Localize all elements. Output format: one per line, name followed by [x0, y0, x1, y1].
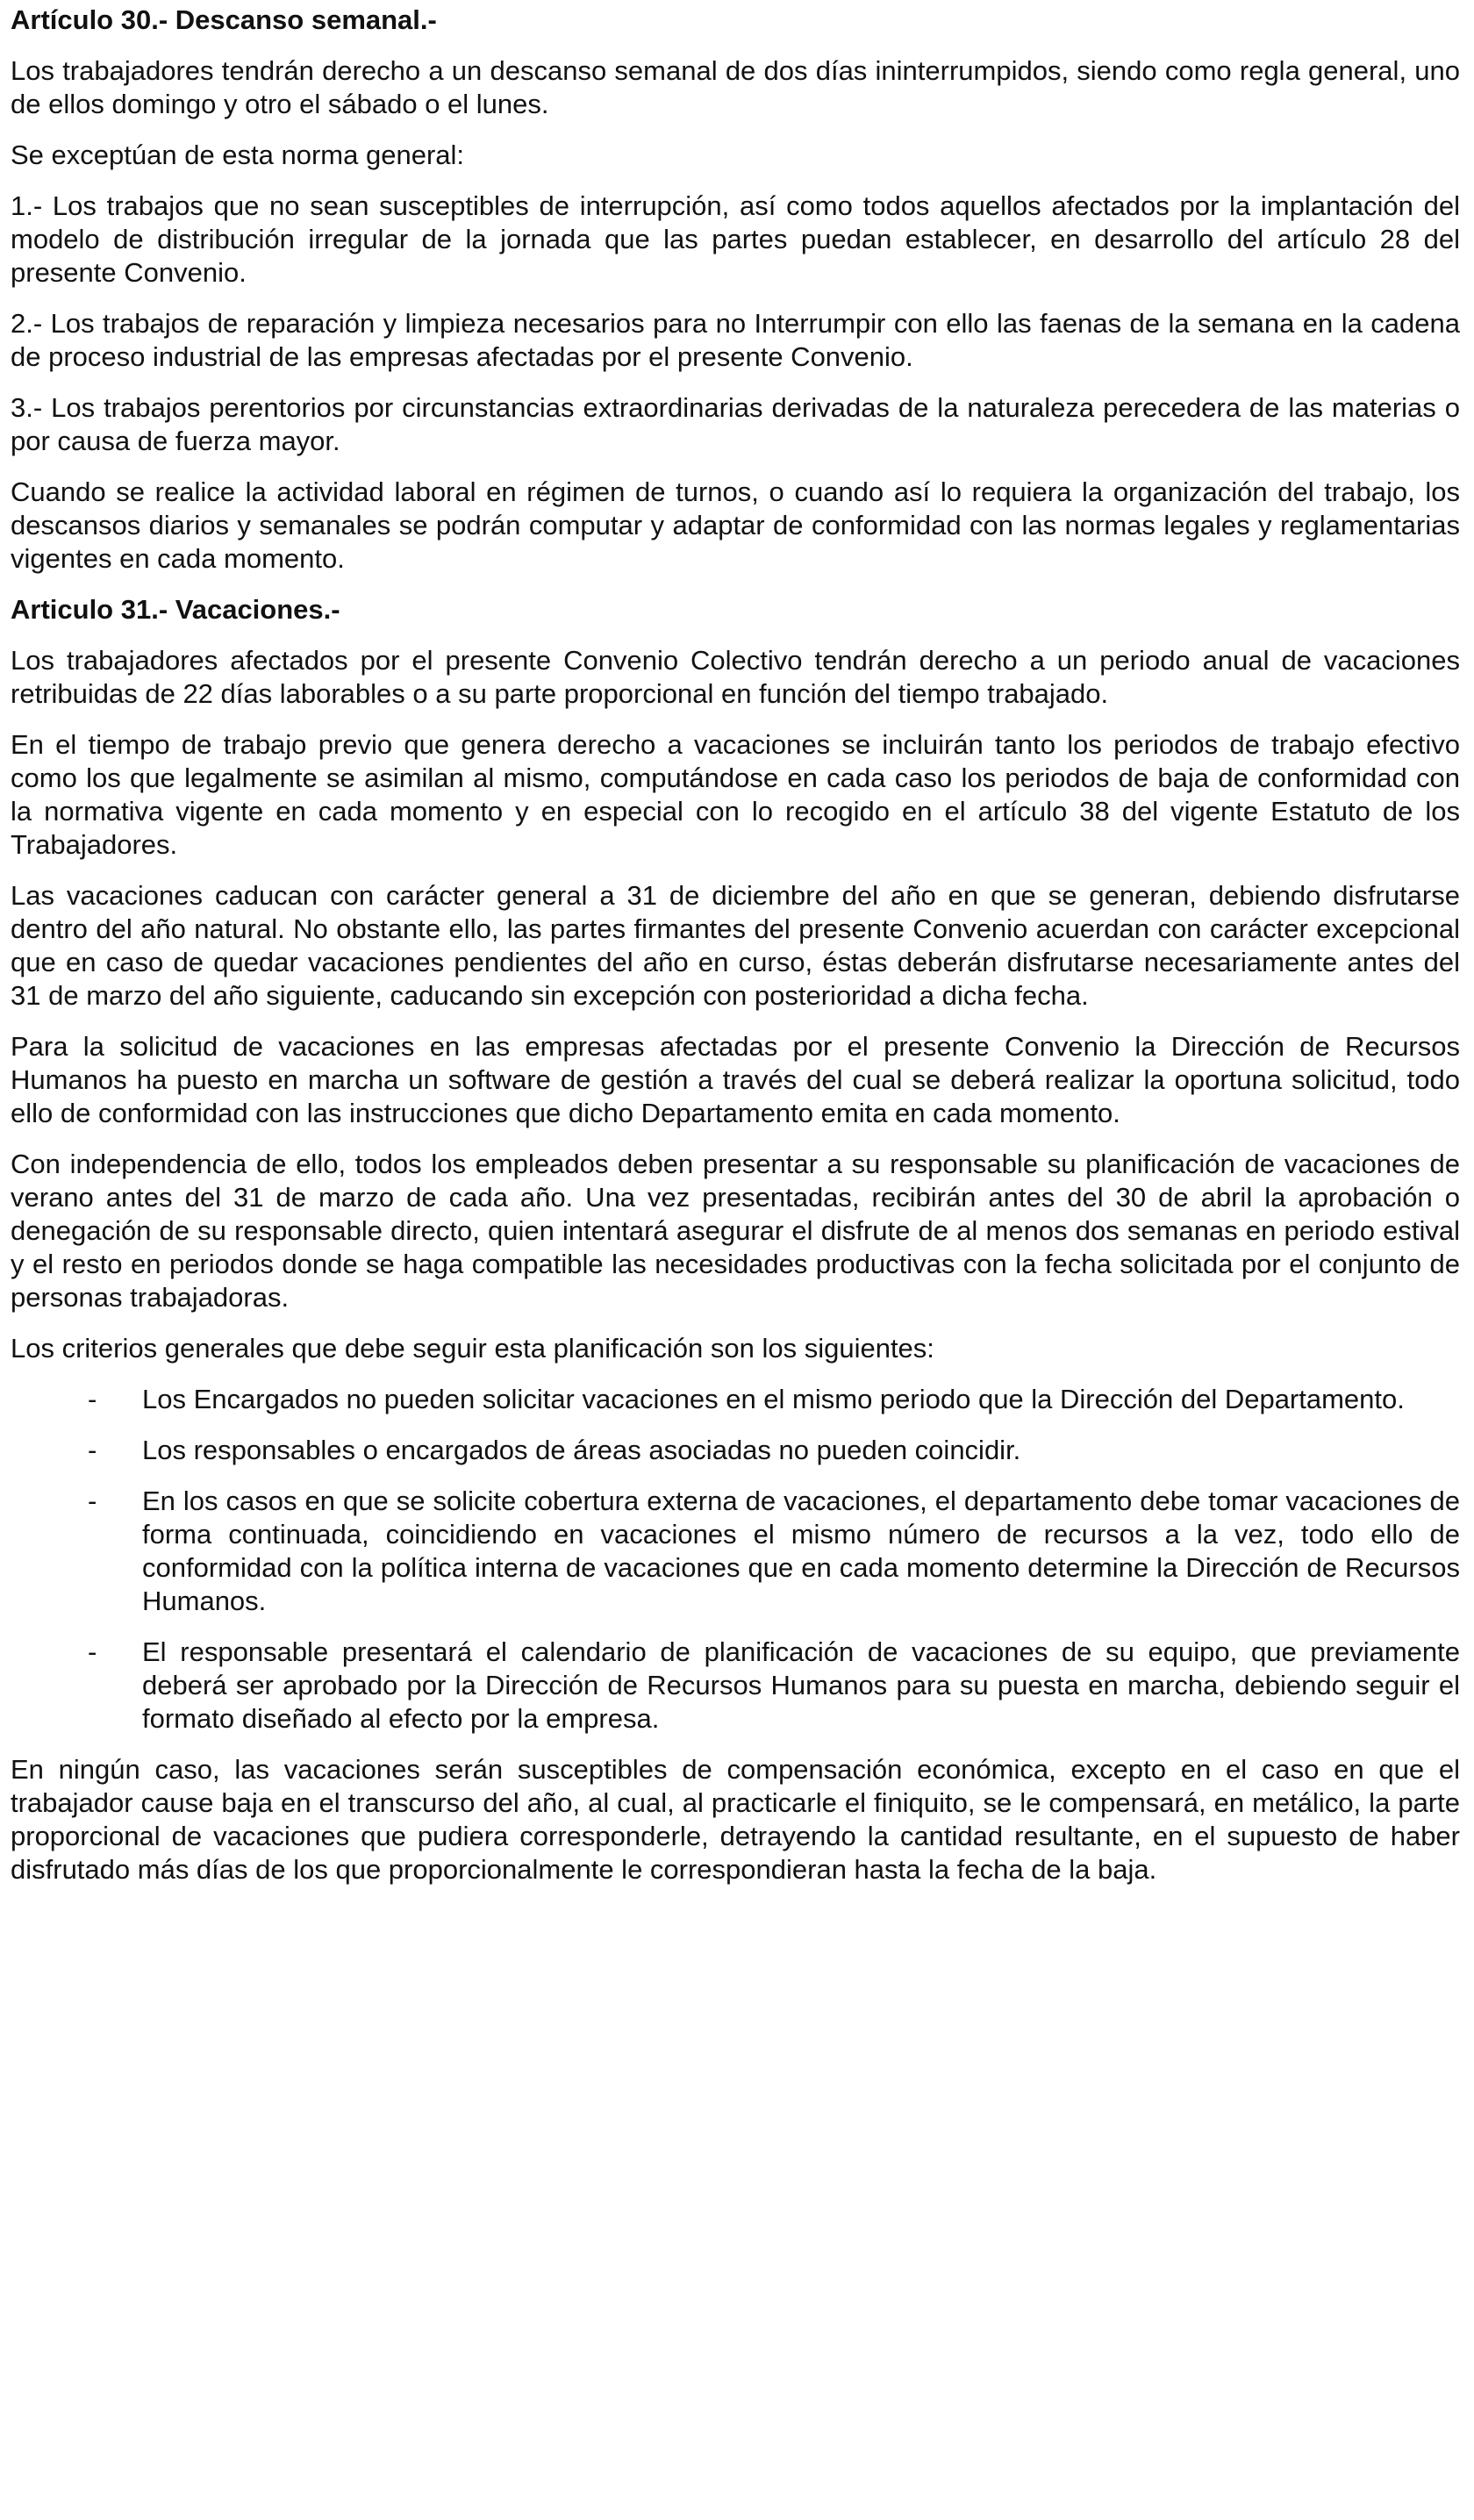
article-31-paragraph-7: En ningún caso, las vacaciones serán susceptibles de compensación económica, excepto en el caso en que el trabajador cause baja en el transcurso del año, al cual, al practicarle el finiquito, se le compensará, en metálico, la parte proporcional de vacaciones que pudiera corresponderle, detrayendo la cantidad resultante, en el supuesto de haber disfrutado más días de los que proporcionalmente le correspondieran hasta la fecha de la baja.: [11, 1754, 1460, 1885]
article-31-paragraph-3: Las vacaciones caducan con carácter general a 31 de diciembre del año en que se generan, debiendo disfrutarse dentro del año natural. No obstante ello, las partes firmantes del presente Convenio acuerdan con carácter excepcional que en caso de quedar vacaciones pendientes del año en curso, éstas deberán disfrutarse necesariamente antes del 31 de marzo del año siguiente, caducando sin excepción con posterioridad a dicha fecha.: [11, 880, 1460, 1011]
criteria-list: [11, 1383, 1460, 1736]
list-item: [11, 1485, 1460, 1618]
article-31-paragraph-5: Con independencia de ello, todos los empleados deben presentar a su responsable su planificación de vacaciones de verano antes del 31 de marzo de cada año. Una vez presentadas, recibirán antes del 30 de abril la aprobación o denegación de su responsable directo, quien intentará asegurar el disfrute de al menos dos semanas en periodo estival y el resto en periodos donde se haga compatible las necesidades productivas con la fecha solicitada por el conjunto de personas trabajadoras.: [11, 1149, 1460, 1313]
bullet-marker: -: [88, 1435, 97, 1465]
list-item-text: Los Encargados no pueden solicitar vacaciones en el mismo periodo que la Dirección del Departamento.: [142, 1384, 1405, 1414]
article-30-paragraph-1: Los trabajadores tendrán derecho a un descanso semanal de dos días ininterrumpidos, siendo como regla general, uno de ellos domingo y otro el sábado o el lunes.: [11, 55, 1460, 119]
list-item-text: El responsable presentará el calendario de planificación de vacaciones de su equipo, que previamente deberá ser aprobado por la Dirección de Recursos Humanos para su puesta en marcha, debiendo seguir el formato diseñado al efecto por la empresa.: [142, 1636, 1460, 1734]
bullet-marker: -: [88, 1384, 97, 1414]
article-31-paragraph-6: Los criterios generales que debe seguir esta planificación son los siguientes:: [11, 1333, 934, 1364]
article-31-paragraph-2: En el tiempo de trabajo previo que genera derecho a vacaciones se incluirán tanto los periodos de trabajo efectivo como los que legalmente se asimilan al mismo, computándose en cada caso los periodos de baja de conformidad con la normativa vigente en cada momento y en especial con lo recogido en el artículo 38 del vigente Estatuto de los Trabajadores.: [11, 729, 1460, 860]
article-30-paragraph-2: Se exceptúan de esta norma general:: [11, 140, 465, 170]
article-30-paragraph-shifts: Cuando se realice la actividad laboral en régimen de turnos, o cuando así lo requiera la organización del trabajo, los descansos diarios y semanales se podrán computar y adaptar de conformidad con las normas legales y reglamentarias vigentes en cada momento.: [11, 476, 1460, 574]
bullet-marker: -: [88, 1636, 97, 1667]
list-item: [11, 1636, 1460, 1736]
article-30-exception-2: 2.- Los trabajos de reparación y limpieza necesarios para no Interrumpir con ello las faenas de la semana en la cadena de proceso industrial de las empresas afectadas por el presente Convenio.: [11, 308, 1460, 372]
article-31-heading: Articulo 31.- Vacaciones.-: [11, 594, 340, 625]
list-item-text: Los responsables o encargados de áreas asociadas no pueden coincidir.: [142, 1435, 1021, 1465]
article-30-heading: Artículo 30.- Descanso semanal.-: [11, 4, 437, 35]
article-31-paragraph-1: Los trabajadores afectados por el presente Convenio Colectivo tendrán derecho a un periodo anual de vacaciones retribuidas de 22 días laborables o a su parte proporcional en función del tiempo trabajado.: [11, 645, 1460, 709]
list-item: [11, 1434, 1460, 1467]
bullet-marker: -: [88, 1486, 97, 1516]
document-page: [11, 0, 1460, 1904]
list-item-text: En los casos en que se solicite cobertura externa de vacaciones, el departamento debe tomar vacaciones de forma continuada, coincidiendo en vacaciones el mismo número de recursos a la vez, todo ello de conformidad con la política interna de vacaciones que en cada momento determine la Dirección de Recursos Humanos.: [142, 1486, 1460, 1616]
list-item: [11, 1383, 1460, 1416]
article-30-exception-3: 3.- Los trabajos perentorios por circunstancias extraordinarias derivadas de la naturaleza perecedera de las materias o por causa de fuerza mayor.: [11, 392, 1460, 456]
article-30-exception-1: 1.- Los trabajos que no sean susceptibles de interrupción, así como todos aquellos afectados por la implantación del modelo de distribución irregular de la jornada que las partes puedan establecer, en desarrollo del artículo 28 del presente Convenio.: [11, 190, 1460, 288]
article-31-paragraph-4: Para la solicitud de vacaciones en las empresas afectadas por el presente Convenio la Dirección de Recursos Humanos ha puesto en marcha un software de gestión a través del cual se deberá realizar la oportuna solicitud, todo ello de conformidad con las instrucciones que dicho Departamento emita en cada momento.: [11, 1031, 1460, 1128]
